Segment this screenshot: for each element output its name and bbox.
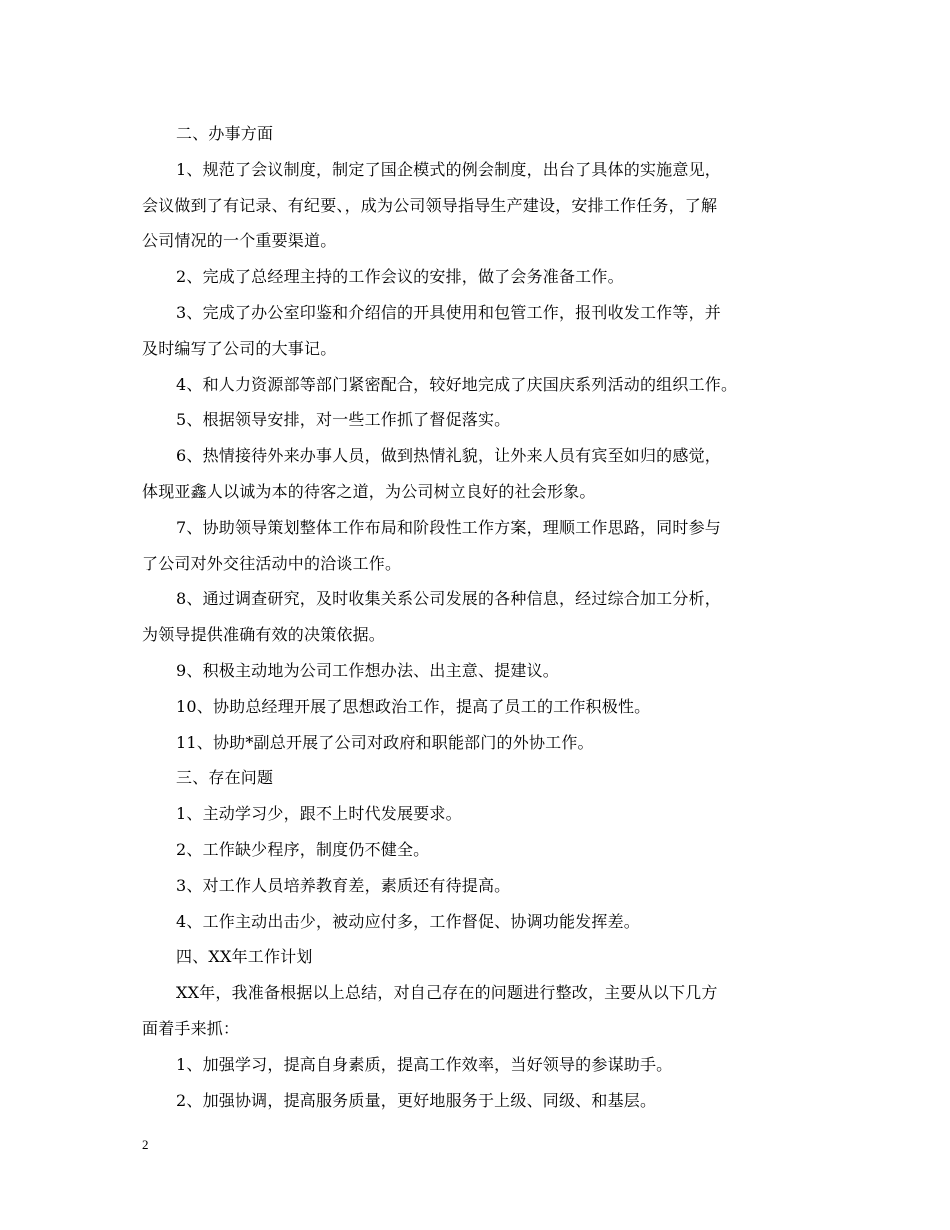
- text-line: 1、加强学习，提高自身素质，提高工作效率，当好领导的参谋助手。: [176, 1054, 673, 1074]
- text-line: 了公司对外交往活动中的洽谈工作。: [142, 553, 402, 573]
- text-line: 会议做到了有记录、有纪要、，成为公司领导指导生产建设，安排工作任务，了解: [142, 195, 718, 215]
- text-line: 2、完成了总经理主持的工作会议的安排，做了会务准备工作。: [176, 267, 624, 287]
- text-line: 4、工作主动出击少，被动应付多，工作督促、协调功能发挥差。: [176, 911, 640, 931]
- text-line: 1、规范了会议制度，制定了国企模式的例会制度，出台了具体的实施意见，: [176, 159, 721, 179]
- document-body: [142, 116, 812, 1118]
- text-line: 二、办事方面: [176, 124, 274, 143]
- page-number: 2: [142, 1137, 149, 1152]
- text-line: 四、XX年工作计划: [176, 947, 313, 967]
- text-line: 面着手来抓：: [142, 1018, 240, 1038]
- text-line: 7、协助领导策划整体工作布局和阶段性工作方案，理顺工作思路，同时参与: [176, 517, 721, 537]
- text-line: 6、热情接待外来办事人员，做到热情礼貌，让外来人员有宾至如归的感觉，: [176, 446, 721, 466]
- text-line: 1、主动学习少，跟不上时代发展要求。: [176, 804, 462, 824]
- text-line: 9、积极主动地为公司工作想办法、出主意、提建议。: [176, 660, 559, 680]
- text-line: 三、存在问题: [176, 768, 274, 788]
- text-line: 5、根据领导安排，对一些工作抓了督促落实。: [176, 410, 511, 430]
- text-line: 11、协助*副总开展了公司对政府和职能部门的外协工作。: [176, 732, 594, 752]
- text-line: 4、和人力资源部等部门紧密配合，较好地完成了庆国庆系列活动的组织工作。: [176, 374, 738, 394]
- text-line: 2、工作缺少程序，制度仍不健全。: [176, 839, 430, 859]
- text-line: 8、通过调查研究，及时收集关系公司发展的各种信息，经过综合加工分析，: [176, 589, 721, 609]
- text-line: XX年，我准备根据以上总结，对自己存在的问题进行整改，主要从以下几方: [176, 983, 718, 1003]
- text-line: 公司情况的一个重要渠道。: [142, 231, 337, 251]
- text-line: 3、对工作人员培养教育差，素质还有待提高。: [176, 875, 511, 895]
- text-line: 2、加强协调，提高服务质量，更好地服务于上级、同级、和基层。: [176, 1090, 657, 1110]
- text-line: 及时编写了公司的大事记。: [142, 338, 337, 358]
- text-line: 为领导提供准确有效的决策依据。: [142, 625, 386, 645]
- text-line: 体现亚鑫人以诚为本的待客之道，为公司树立良好的社会形象。: [142, 481, 596, 501]
- text-line: 3、完成了办公室印鉴和介绍信的开具使用和包管工作，报刊收发工作等，并: [176, 302, 721, 322]
- text-line: 10、协助总经理开展了思想政治工作，提高了员工的工作积极性。: [176, 696, 651, 716]
